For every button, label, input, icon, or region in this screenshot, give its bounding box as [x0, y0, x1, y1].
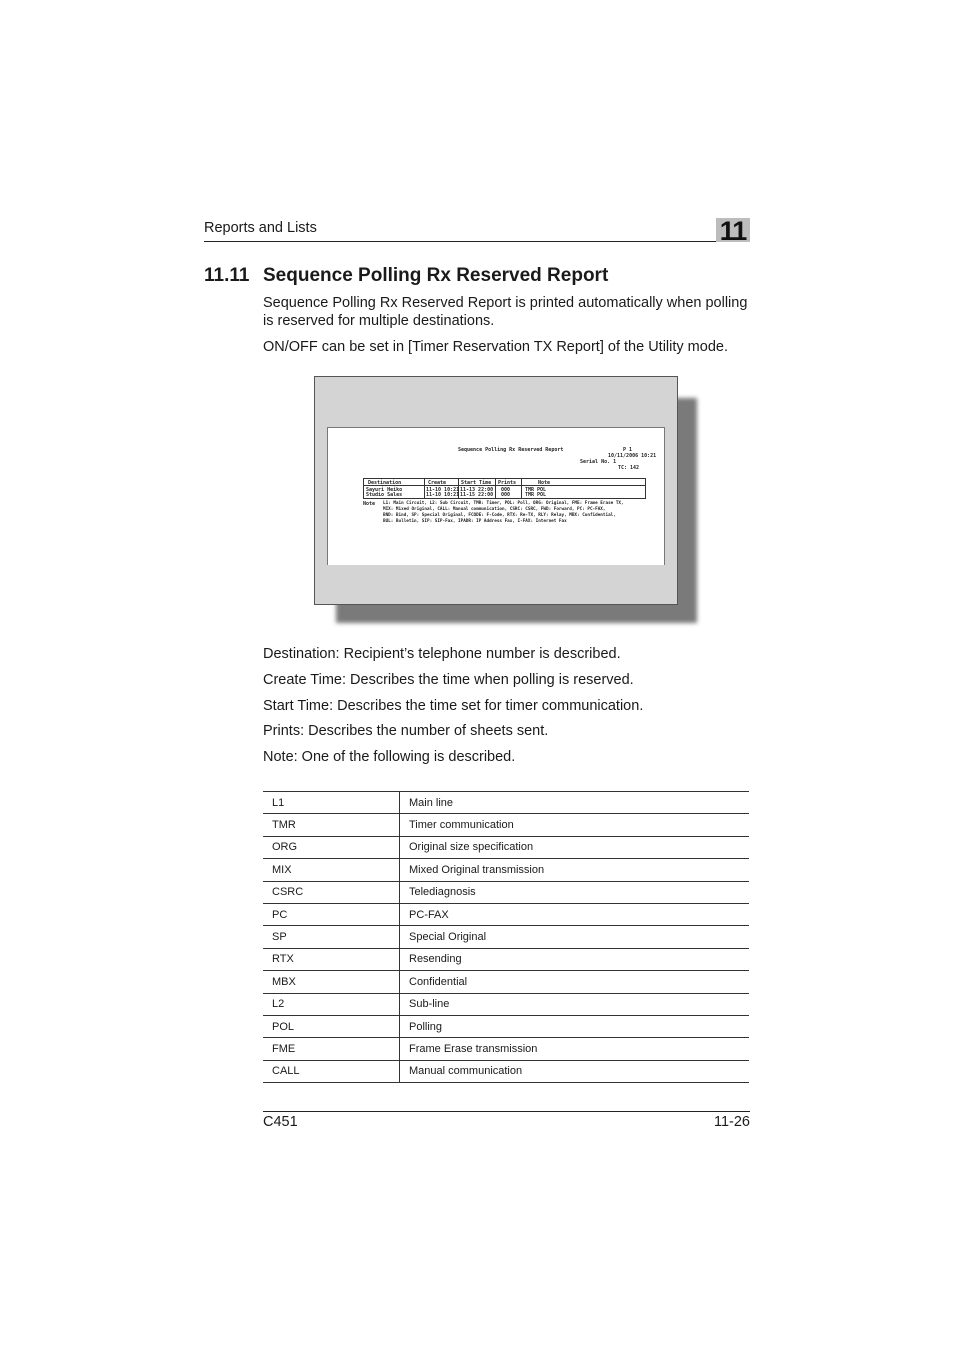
report-col-destination: Destination: [368, 480, 402, 486]
code-cell: FME: [263, 1038, 400, 1060]
meaning-cell: Original size specification: [400, 836, 750, 858]
meaning-cell: Telediagnosis: [400, 881, 750, 903]
code-cell: RTX: [263, 948, 400, 970]
report-cell: 000: [501, 487, 511, 493]
section-number: 11.11: [204, 265, 250, 286]
report-page: P 1: [623, 447, 633, 453]
description-note: Note: One of the following is described.: [263, 749, 516, 765]
report-cell: Studio Sales: [366, 492, 403, 498]
code-cell: PC: [263, 903, 400, 925]
report-cell: 11-10 10:21: [426, 492, 460, 498]
report-table-top: [363, 478, 646, 479]
report-date: 10/11/2006 10:21: [608, 453, 657, 459]
meaning-cell: Manual communication: [400, 1060, 750, 1082]
report-cell: TMR POL: [525, 492, 547, 498]
meaning-cell: Special Original: [400, 926, 750, 948]
table-row: [263, 1015, 749, 1037]
meaning-cell: Polling: [400, 1015, 750, 1037]
report-note-line: BND: Bind, SP: Special Original, FCODE: F-Code, RTX: Re-TX, RLY: Relay, MBX: Confidential,: [383, 513, 616, 518]
chapter-number-badge: 11: [716, 218, 750, 242]
report-table-left: [363, 478, 364, 499]
table-row: [263, 971, 749, 993]
report-sheet: [327, 427, 665, 565]
description-prints: Prints: Describes the number of sheets sent.: [263, 723, 549, 739]
report-note-line: BUL: Bulletin, SIP: SIP-Fax, IPADR: IP Address Fax, I-FAX: Internet Fax: [383, 519, 567, 524]
report-tc: TC: 142: [618, 465, 640, 471]
report-cell: TMR POL: [525, 487, 547, 493]
report-col-note: Note: [538, 480, 551, 486]
table-row: [263, 903, 749, 925]
section-heading: [204, 265, 608, 287]
header-rule: [204, 241, 750, 242]
meaning-cell: Sub-line: [400, 993, 750, 1015]
code-cell: CALL: [263, 1060, 400, 1082]
meaning-cell: Mixed Original transmission: [400, 859, 750, 881]
footer-model: C451: [263, 1114, 298, 1130]
report-serial: Serial No. 1: [580, 459, 617, 465]
note-codes-table: [263, 791, 749, 1083]
table-row: [263, 792, 749, 814]
table-row: [263, 836, 749, 858]
report-cell: 11-13 22:00: [460, 487, 494, 493]
description-start-time: Start Time: Describes the time set for timer communication.: [263, 698, 644, 714]
report-col-divider: [424, 478, 425, 499]
table-row: [263, 859, 749, 881]
report-col-create: Create: [428, 480, 447, 486]
meaning-cell: Resending: [400, 948, 750, 970]
report-note-label: Note: [363, 501, 376, 507]
footer-rule: [263, 1111, 750, 1112]
meaning-cell: PC-FAX: [400, 903, 750, 925]
code-cell: MIX: [263, 859, 400, 881]
running-header: Reports and Lists: [204, 220, 317, 236]
table-row: [263, 881, 749, 903]
setting-paragraph: ON/OFF can be set in [Timer Reservation TX Report] of the Utility mode.: [263, 339, 728, 355]
meaning-cell: Main line: [400, 792, 750, 814]
table-row: [263, 926, 749, 948]
table-row: [263, 1038, 749, 1060]
table-row: [263, 993, 749, 1015]
report-cell: 11-15 22:00: [460, 492, 494, 498]
code-cell: L1: [263, 792, 400, 814]
report-cell: 000: [501, 492, 511, 498]
code-cell: CSRC: [263, 881, 400, 903]
report-title: Sequence Polling Rx Reserved Report: [458, 447, 564, 453]
table-row: [263, 814, 749, 836]
report-cell: Sayuri Heiko: [366, 487, 403, 493]
table-row: [263, 948, 749, 970]
intro-paragraph: Sequence Polling Rx Reserved Report is printed automatically when polling is reserved for multiple destinations.: [263, 295, 748, 329]
section-title: Sequence Polling Rx Reserved Report: [263, 265, 609, 286]
report-note-line: L1: Main Circuit, L2: Sub Circuit, TMR: Timer, POL: Poll, ORG: Original, FME: Frame Erase TX,: [383, 501, 624, 506]
report-col-prints: Prints: [498, 480, 517, 486]
report-table-bottom: [363, 498, 646, 499]
report-col-divider: [495, 478, 496, 499]
code-cell: SP: [263, 926, 400, 948]
code-cell: L2: [263, 993, 400, 1015]
code-cell: TMR: [263, 814, 400, 836]
table-row: [263, 1060, 749, 1082]
report-note-line: MIX: Mixed Original, CALL: Manual communication, CSRC: CSRC, FWD: Forward, PC: PC-FAX,: [383, 507, 606, 512]
report-table-right: [645, 478, 646, 499]
code-cell: POL: [263, 1015, 400, 1037]
description-create-time: Create Time: Describes the time when polling is reserved.: [263, 672, 634, 688]
code-cell: MBX: [263, 971, 400, 993]
meaning-cell: Timer communication: [400, 814, 750, 836]
report-col-start: Start Time: [461, 480, 492, 486]
description-destination: Destination: Recipient’s telephone number is described.: [263, 646, 621, 662]
code-cell: ORG: [263, 836, 400, 858]
report-col-divider: [521, 478, 522, 499]
report-cell: 11-10 10:21: [426, 487, 460, 493]
meaning-cell: Frame Erase transmission: [400, 1038, 750, 1060]
footer-page-number: 11-26: [713, 1114, 750, 1130]
meaning-cell: Confidential: [400, 971, 750, 993]
